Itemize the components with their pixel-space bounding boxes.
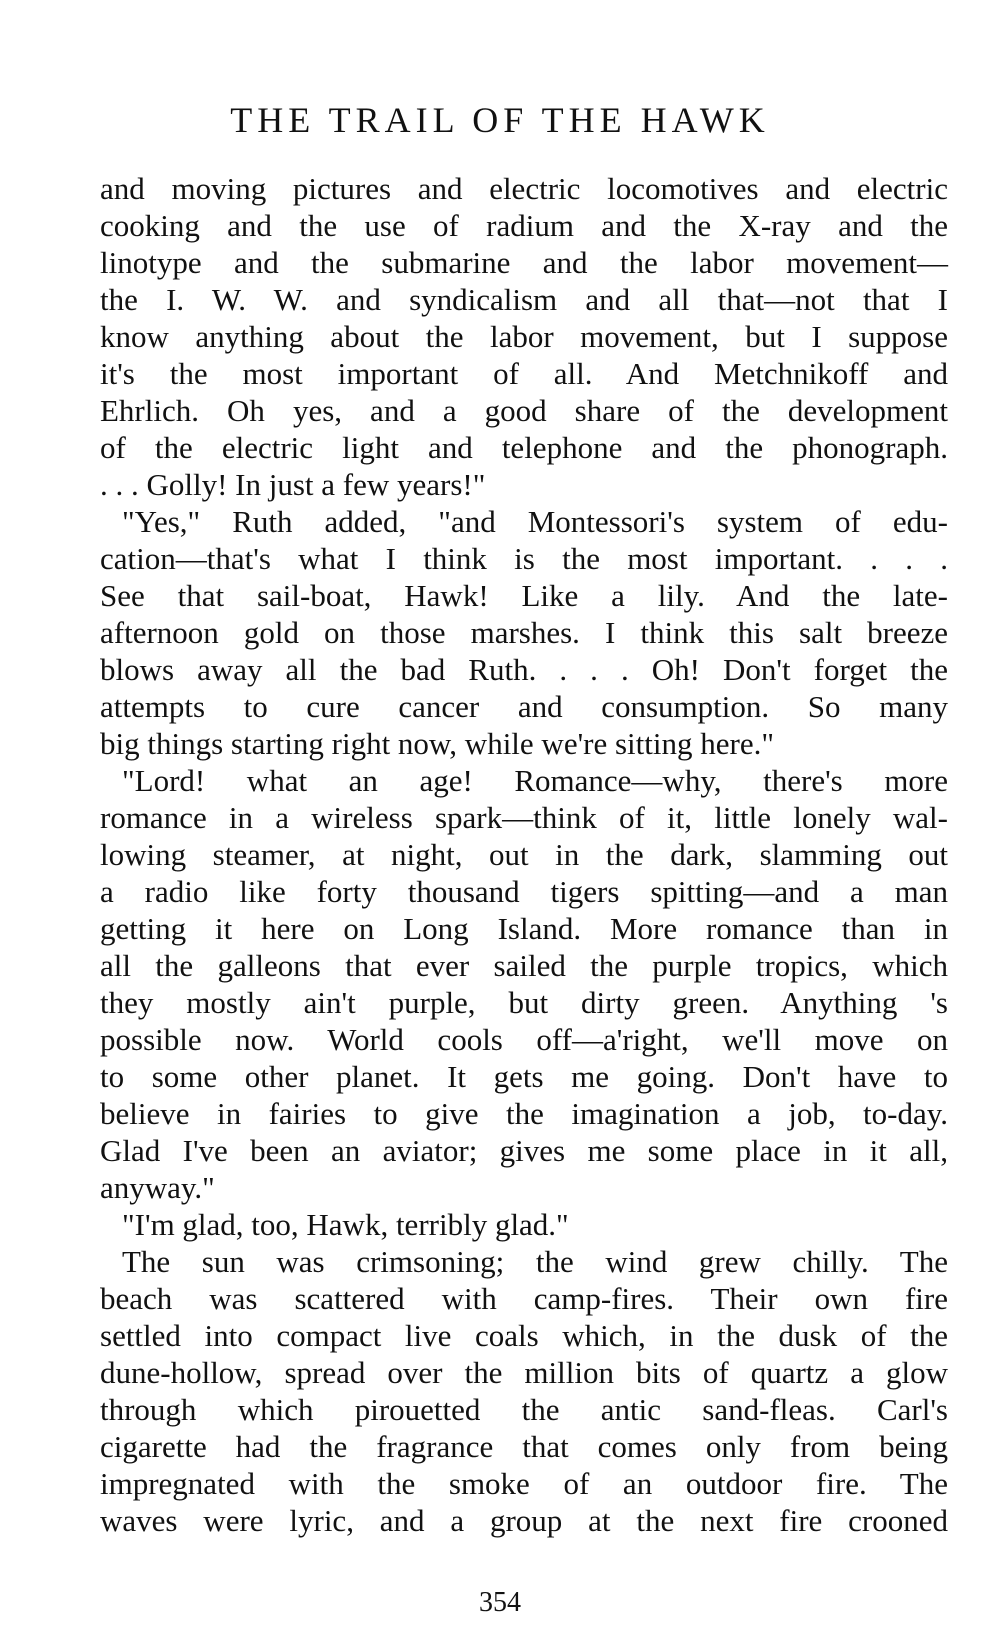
text-line: it's the most important of all. And Metchnikoff and [100,356,948,391]
text-line: lowing steamer, at night, out in the dark, slamming out [100,837,948,872]
text-line: cooking and the use of radium and the X-ray and the [100,208,948,243]
text-line: Glad I've been an aviator; gives me some place in it all, [100,1133,948,1168]
text-line: getting it here on Long Island. More romance than in [100,911,948,946]
text-line: settled into compact live coals which, in the dusk of the [100,1318,948,1353]
text-line: The sun was crimsoning; the wind grew chilly. The [122,1244,948,1279]
text-line: and moving pictures and electric locomotives and electric [100,171,948,206]
text-line: they mostly ain't purple, but dirty green. Anything 's [100,985,948,1020]
text-line: big things starting right now, while we're sitting here." [100,726,775,761]
text-line: attempts to cure cancer and consumption. So many [100,689,948,724]
text-line: "Lord! what an age! Romance—why, there's more [122,763,948,798]
running-head: THE TRAIL OF THE HAWK [230,100,770,140]
text-line: believe in fairies to give the imagination a job, to-day. [100,1096,948,1131]
text-line: Ehrlich. Oh yes, and a good share of the development [100,393,948,428]
text-line: romance in a wireless spark—think of it, little lonely wal- [100,800,948,835]
text-line: cation—that's what I think is the most important. . . . [100,541,948,576]
text-line: linotype and the submarine and the labor movement— [100,245,948,280]
text-line: of the electric light and telephone and the phonograph. [100,430,948,465]
text-line: to some other planet. It gets me going. Don't have to [100,1059,948,1094]
text-line: beach was scattered with camp-fires. Their own fire [100,1281,948,1316]
text-line: "I'm glad, too, Hawk, terribly glad." [122,1207,569,1242]
text-line: "Yes," Ruth added, "and Montessori's system of edu- [122,504,948,539]
text-line: impregnated with the smoke of an outdoor fire. The [100,1466,948,1501]
page-number: 354 [479,1587,521,1618]
text-line: through which pirouetted the antic sand-fleas. Carl's [100,1392,948,1427]
text-line: dune-hollow, spread over the million bits of quartz a glow [100,1355,948,1390]
text-line: a radio like forty thousand tigers spitting—and a man [100,874,948,909]
body-text [100,170,948,1539]
text-line: afternoon gold on those marshes. I think this salt breeze [100,615,948,650]
text-line: know anything about the labor movement, but I suppose [100,319,948,354]
text-line: cigarette had the fragrance that comes only from being [100,1429,948,1464]
text-line: . . . Golly! In just a few years!" [100,467,486,502]
text-line: anyway." [100,1170,215,1205]
text-line: See that sail-boat, Hawk! Like a lily. And the late- [100,578,948,613]
text-line: waves were lyric, and a group at the next fire crooned [100,1503,948,1538]
text-line: possible now. World cools off—a'right, we'll move on [100,1022,948,1057]
text-line: the I. W. W. and syndicalism and all that—not that I [100,282,948,317]
text-line: blows away all the bad Ruth. . . . Oh! Don't forget the [100,652,948,687]
text-line: all the galleons that ever sailed the purple tropics, which [100,948,948,983]
